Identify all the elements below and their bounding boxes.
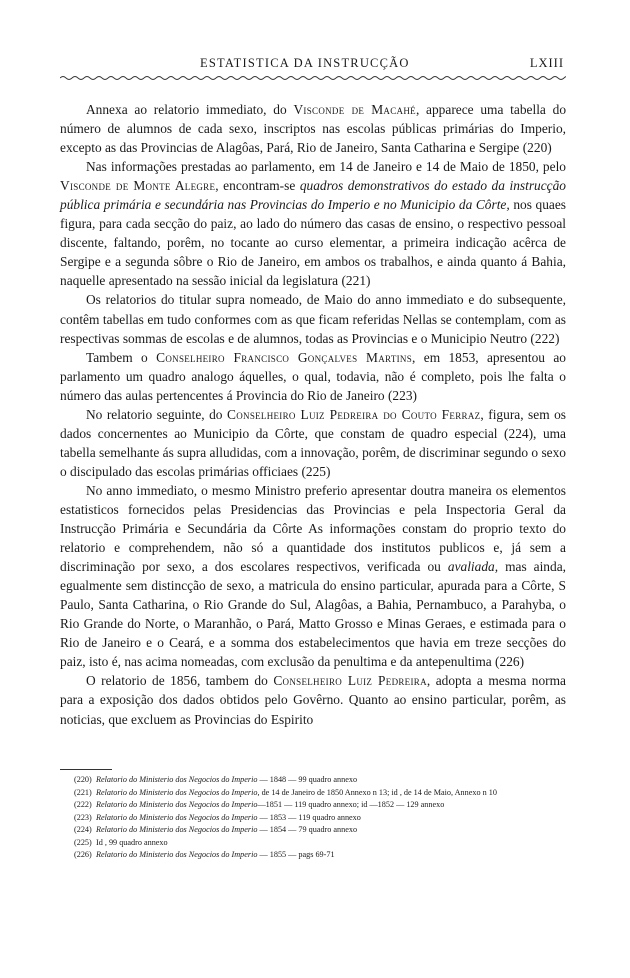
name-smallcaps: Conselheiro Francisco Gonçalves Martins bbox=[156, 349, 413, 365]
text-run: Annexa ao relatorio immediato, do bbox=[86, 102, 294, 117]
text-run: — 1855 — pags 69-71 bbox=[257, 850, 335, 859]
paragraph bbox=[60, 100, 566, 157]
text-run: — 1853 — 119 quadro annexo bbox=[257, 812, 361, 822]
italic-text: Relatorio do Ministerio dos Negocios do Imperio bbox=[96, 850, 258, 859]
text-run: Tambem o bbox=[86, 349, 157, 365]
footnote bbox=[60, 812, 566, 825]
paragraph bbox=[60, 348, 566, 405]
text-run: mas ainda, egualmente sem distincção de sexo, a matricula do ensino particular, apurada para a Côrte, S Paulo, Santa Catharina, o Rio Grande do Sul, Alagôas, a Bahia, Pernambuco, a Parahyba, o Rio Grande do Norte, o Maranhão, o Pará, Matto Grosso e Minas Geraes, e estimada para o Rio de Janeiro e o Ceará, e a somma dos estabelecimentos que havia em treze secções do paiz, isto é, nas acima nomeadas, com exclusão da penultima e da antepenultima (226) bbox=[60, 559, 566, 670]
footnote-number: (224) bbox=[74, 825, 92, 834]
footnote bbox=[60, 774, 566, 787]
italic-text: avaliada, bbox=[447, 559, 499, 575]
footnote-number: (221) bbox=[74, 787, 92, 797]
paragraph bbox=[60, 671, 566, 728]
footnote-rule bbox=[60, 769, 112, 770]
running-title: ESTATISTICA DA INSTRUCÇÃO bbox=[200, 56, 410, 70]
text-run: O relatorio de 1856, tambem do bbox=[86, 673, 274, 689]
text-run: , apparece uma tabella do número de alumnos de cada sexo, inscriptos nas escolas públicas primárias do Imperio, excepto as das Provincias de Alagôas, Pará, Rio de Janeiro, Santa Catharina e Sergipe (220) bbox=[60, 102, 567, 156]
wavy-rule bbox=[60, 74, 566, 82]
running-header bbox=[60, 56, 566, 78]
italic-text: Relatorio do Ministerio dos Negocios do Imperio bbox=[96, 812, 258, 822]
paragraph bbox=[60, 290, 566, 347]
footnote bbox=[60, 837, 566, 850]
text-run: nos quaes figura, para cada secção do paiz, ao lado do número das casas de ensino, o respectivo pessoal discente, faltando, porêm, no tocante ao curso elementar, a primeira indicação acêrca de Sergipe e a segunda sôbre o Rio de Janeiro, em ambos os trabalhos, e ainda quanto á Bahia, naquelle apresentado na sessão inicial da legislatura (221) bbox=[60, 197, 566, 289]
page-number: LXIII bbox=[529, 56, 564, 70]
text-run: Nas informações prestadas ao parlamento, em 14 de Janeiro e 14 de Maio de 1850, pelo bbox=[86, 159, 566, 175]
footnote-number: (225) bbox=[74, 837, 92, 847]
text-run: —1851 — 119 quadro annexo; id —1852 — 129 annexo bbox=[257, 800, 445, 809]
footnote bbox=[60, 787, 566, 800]
italic-text: Relatorio do Ministerio dos Negocios do Imperio bbox=[96, 775, 258, 784]
paragraph bbox=[60, 481, 566, 671]
footnote bbox=[60, 799, 566, 812]
body-text bbox=[60, 100, 566, 729]
italic-text: Relatorio do Ministerio dos Negocios do Imperio, bbox=[96, 787, 260, 797]
footnote-number: (222) bbox=[74, 800, 92, 809]
italic-text: quadros demonstrativos do estado da instrucção pública primária e secundária nas Provincias do Imperio e no Municipio da Côrte, bbox=[60, 178, 566, 213]
text-run: de 14 de Janeiro de 1850 Annexo n 13; id , de 14 de Maio, Annexo n 10 bbox=[259, 787, 497, 797]
text-run: Os relatorios do titular supra nomeado, de Maio do anno immediato e do subsequente, contêm tabellas em tudo conformes com as que ficam referidas Nellas se contemplam, com as respectivas sommas de escolas e de alumnos, todas as Provincias e o Municipio Neutro (222) bbox=[60, 292, 566, 346]
italic-text: Relatorio do Ministerio dos Negocios do Imperio bbox=[96, 825, 258, 834]
text-run: — 1848 — 99 quadro annexo bbox=[257, 775, 358, 784]
paragraph bbox=[60, 157, 566, 290]
text-run: , figura, sem os dados concernentes ao Municipio da Côrte, que constam de quadro especial (224), uma tabella semelhante ás supra alludidas, com a innovação, porêm, de discriminar segundo o sexo o discipulado das escolas primárias officiaes (225) bbox=[60, 406, 566, 479]
name-smallcaps: Conselheiro Luiz Pedreira bbox=[273, 673, 427, 689]
footnote-number: (223) bbox=[74, 812, 92, 822]
paragraph bbox=[60, 405, 566, 481]
text-run: Id , 99 quadro annexo bbox=[96, 837, 168, 847]
footnote-number: (226) bbox=[74, 850, 92, 859]
text-run: , adopta a mesma norma para a exposição dos dados obtidos pelo Govêrno. Quanto ao ensino particular, porêm, as noticias, que excluem as Provincias do Espirito bbox=[60, 673, 566, 727]
name-smallcaps: Visconde de Macahé bbox=[293, 102, 416, 117]
text-run: — 1854 — 79 quadro annexo bbox=[257, 825, 358, 834]
footnote bbox=[60, 824, 566, 837]
italic-text: Relatorio do Ministerio dos Negocios do Imperio bbox=[96, 800, 258, 809]
text-run: , encontram-se bbox=[215, 178, 300, 194]
text-run: No relatorio seguinte, do bbox=[86, 406, 227, 422]
book-page bbox=[60, 56, 567, 859]
name-smallcaps: Visconde de Monte Alegre bbox=[60, 178, 216, 194]
text-run: No anno immediato, o mesmo Ministro preferio apresentar doutra maneira os elementos estatisticos fornecidos pelas Presidencias das Provincias e pela Inspectoria Geral da Instrucção Primária e Secundária da Côrte As informações constam do proprio texto do relatorio e comprehendem, não só a quantidade dos institutos publicos e, já sem a discriminação por sexo, a dos escolares respectivos, verificada ou bbox=[60, 482, 566, 575]
footnote-number: (220) bbox=[74, 775, 92, 784]
text-run: , em 1853, apresentou ao parlamento um quadro analogo áquelles, o qual, todavia, não é completo, pois lhe falta o número das aulas pertencentes á Provincia do Rio de Janeiro (223) bbox=[60, 349, 566, 403]
name-smallcaps: Conselheiro Luiz Pedreira do Couto Ferraz bbox=[226, 406, 481, 422]
footnote bbox=[60, 849, 566, 862]
footnotes bbox=[60, 774, 566, 862]
